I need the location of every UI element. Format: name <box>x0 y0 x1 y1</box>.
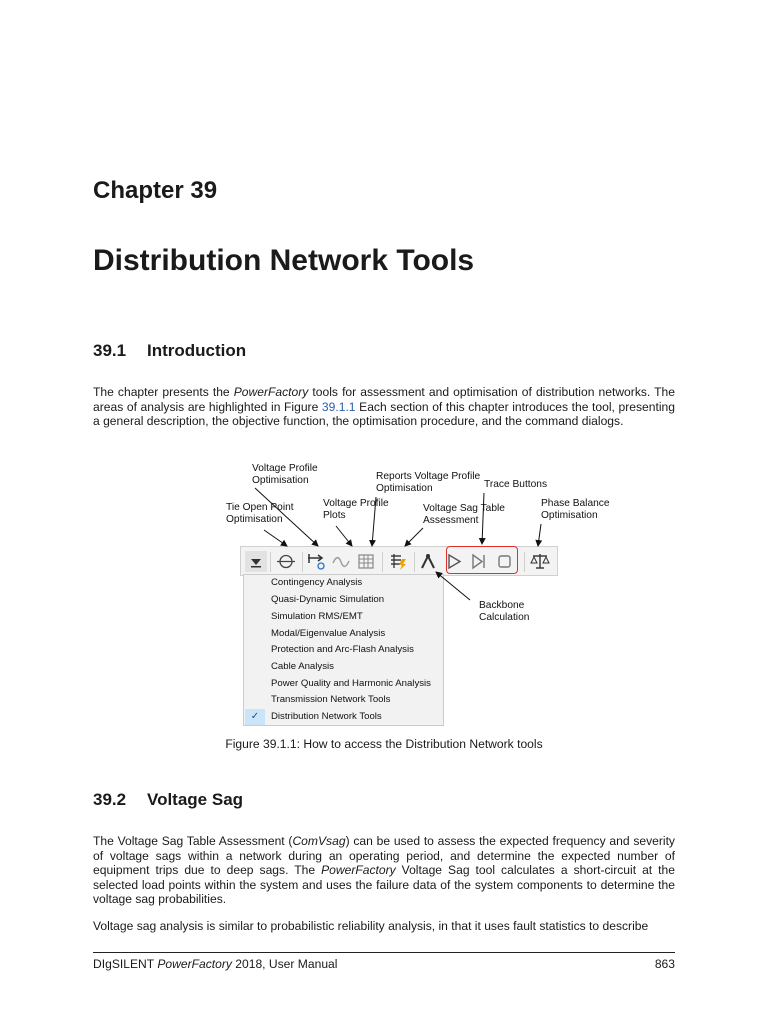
menu-item-label: Power Quality and Harmonic Analysis <box>271 678 431 689</box>
menu-item-label: Distribution Network Tools <box>271 711 382 722</box>
section-heading-voltage-sag <box>93 790 243 810</box>
page-number: 863 <box>654 957 675 971</box>
text-run: Voltage Sag tool calculates a short-circuit at the selected load points within the system and uses the failure data of the system components to determine the voltage sag probabilities. <box>93 863 675 907</box>
text-run: Each section of this chapter introduces the tool, presenting a general description, the objective function, the optimisation procedure, and the command dialogs. <box>93 399 675 429</box>
footer-manual-title <box>93 957 337 971</box>
chapter-number: Chapter 39 <box>93 177 218 204</box>
text-run: The chapter presents the <box>93 385 234 399</box>
arrow-voltage-profile-optimisation <box>255 488 318 546</box>
chapter-title: Distribution Network Tools <box>93 244 475 277</box>
text-run: DIgSILENT <box>93 957 158 971</box>
menu-item-label: Contingency Analysis <box>271 577 363 588</box>
checkmark-icon: ✓ <box>245 709 265 725</box>
menu-item-label: Simulation RMS/EMT <box>271 611 363 622</box>
menu-item-label: Cable Analysis <box>271 661 334 672</box>
arrow-phase-balance <box>538 524 541 546</box>
arrow-backbone <box>436 572 470 600</box>
arrow-tie-open-point <box>264 530 287 546</box>
text-run: 2018, User Manual <box>231 957 338 971</box>
text-run: tools for assessment and optimisation of distribution networks. The areas of analysis are highlighted in Figure <box>93 385 675 414</box>
figure-caption: Figure 39.1.1: How to access the Distribution Network tools <box>225 737 543 751</box>
section-number: 39.1 <box>93 341 127 360</box>
text-run: The Voltage Sag Table Assessment ( <box>93 834 293 848</box>
arrow-voltage-profile-plots <box>336 526 352 546</box>
section-title: Introduction <box>147 341 247 360</box>
arrow-voltage-sag-table <box>405 528 423 546</box>
footer-divider <box>93 952 675 953</box>
product-name: PowerFactory <box>233 385 309 399</box>
section-number: 39.2 <box>93 790 127 809</box>
product-name: PowerFactory <box>157 957 232 971</box>
product-name: PowerFactory <box>321 863 396 878</box>
voltage-sag-paragraph-1 <box>93 834 675 907</box>
section-title: Voltage Sag <box>147 790 244 809</box>
arrow-reports <box>372 497 376 546</box>
text-run: ) can be used to assess the expected frequency and severity of voltage sags within a network during an operating period, and determine the expected number of equipment trips due to deep sags. The <box>93 834 675 878</box>
menu-item-label: Protection and Arc-Flash Analysis <box>271 644 414 655</box>
menu-item-label: Quasi-Dynamic Simulation <box>271 594 385 605</box>
arrow-trace-buttons <box>482 493 484 544</box>
menu-item-label: Transmission Network Tools <box>271 694 391 705</box>
figure-link[interactable]: 39.1.1 <box>321 399 356 414</box>
menu-item-label: Modal/Eigenvalue Analysis <box>271 628 386 639</box>
command-name: ComVsag <box>292 834 346 848</box>
voltage-sag-paragraph-2: Voltage sag analysis is similar to probabilistic reliability analysis, in that it uses fault statistics to describe <box>93 919 649 933</box>
